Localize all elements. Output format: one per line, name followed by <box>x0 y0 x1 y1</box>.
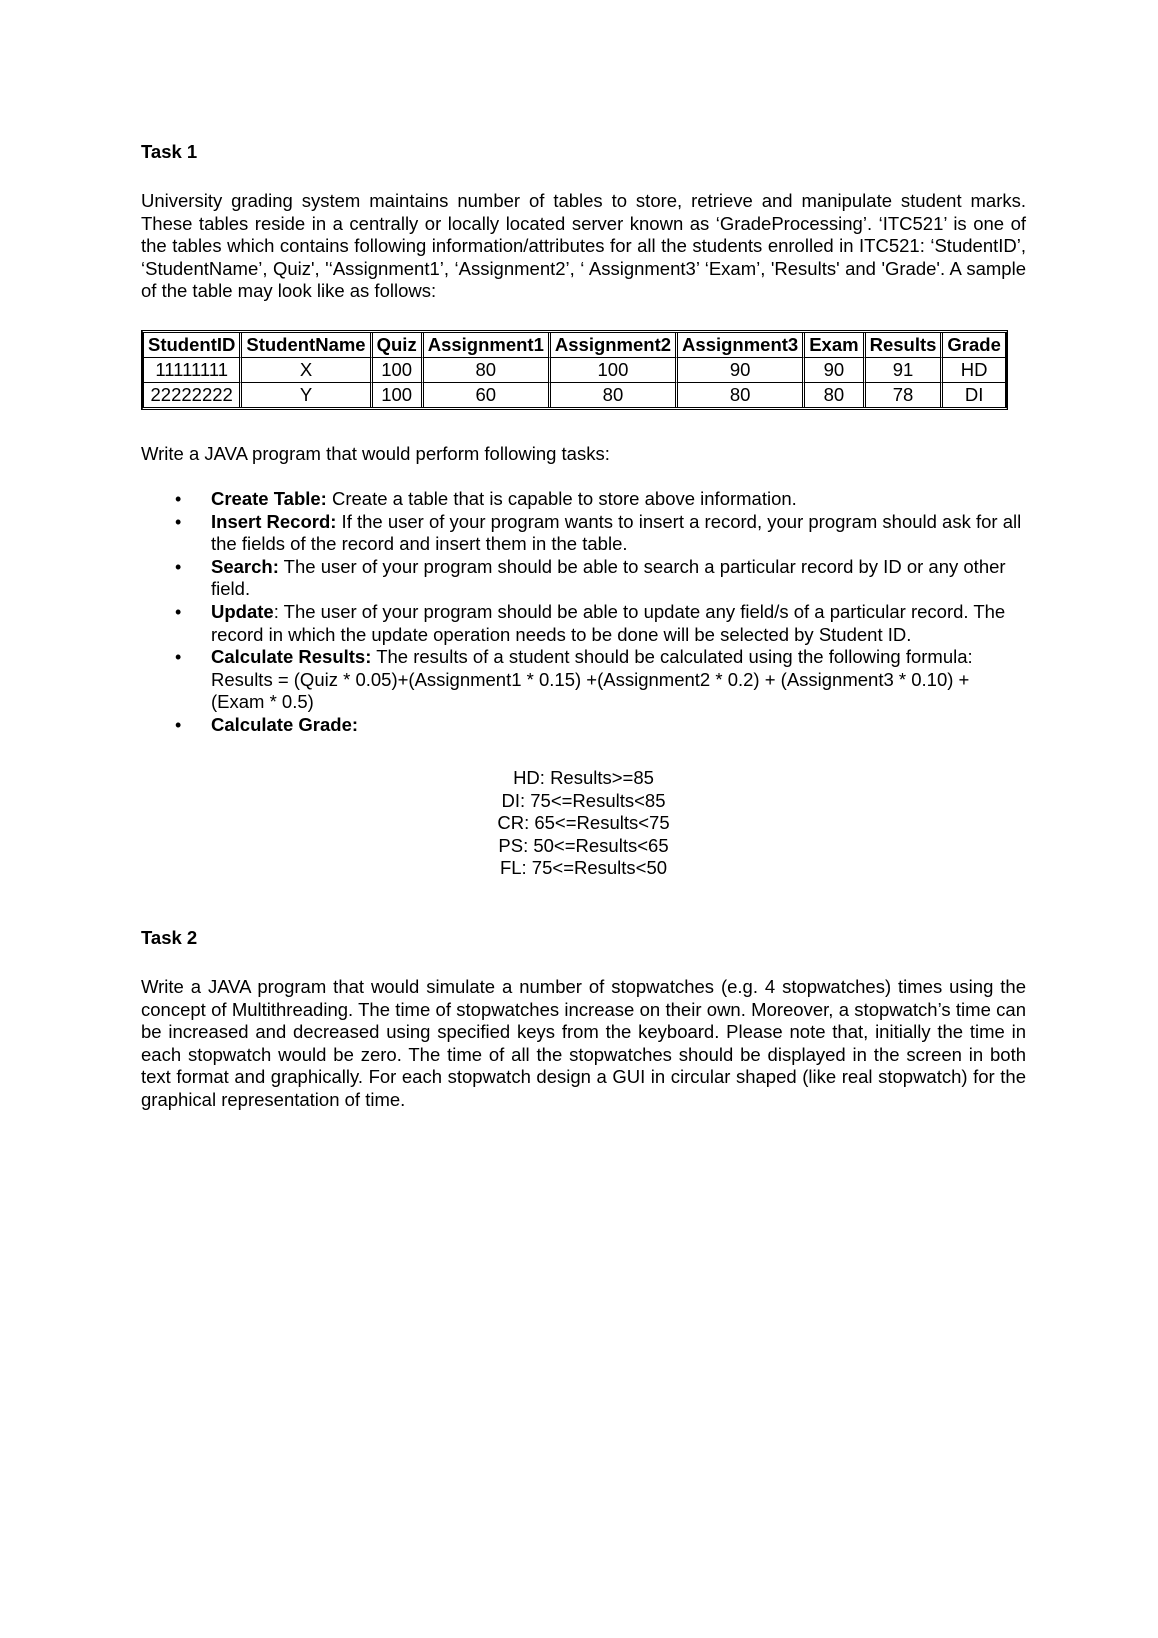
list-item <box>141 714 1026 737</box>
grade-rule: DI: 75<=Results<85 <box>501 789 666 811</box>
item-label: Create Table: <box>211 488 327 509</box>
table-cell: 60 <box>424 383 551 407</box>
table-cell: 100 <box>373 358 424 383</box>
col-header: StudentName <box>242 333 372 358</box>
item-label: Calculate Results: <box>211 646 372 668</box>
list-item <box>141 556 1026 601</box>
col-header: Exam <box>805 333 865 358</box>
table-cell: 80 <box>424 358 551 383</box>
task2-body: Write a JAVA program that would simulate a number of stopwatches (e.g. 4 stopwatches) times using the concept of Multithreading. The time of stopwatches increase on their own. Moreover, a stopwatch’s time can be increased and decreased using specified keys from the keyboard. Please note that, initially the time in each stopwatch would be zero. The time of all the stopwatches should be displayed in the screen in both text format and graphically. For each stopwatch design a GUI in circular shaped (like real stopwatch) for the graphical representation of time. <box>141 976 1026 1110</box>
grade-rule: CR: 65<=Results<75 <box>497 812 670 834</box>
grade-rules <box>141 767 1026 880</box>
table-header-row <box>144 333 1005 358</box>
table-cell: 91 <box>866 358 944 383</box>
grade-rule: HD: Results>=85 <box>513 767 654 788</box>
col-header: Assignment3 <box>678 333 805 358</box>
grade-rule: FL: 75<=Results<50 <box>499 857 668 879</box>
list-item <box>141 601 1026 646</box>
table-cell: 22222222 <box>144 383 242 407</box>
table-cell: 80 <box>678 383 805 407</box>
table-cell: 80 <box>805 383 865 407</box>
item-text: : The user of your program should be able to update any field/s of a particular record. The record in which the update operation needs to be done will be selected by Student ID. <box>211 600 1006 645</box>
item-label: Calculate Grade: <box>211 713 359 735</box>
item-label: Search: <box>211 555 279 577</box>
table-row <box>144 383 1005 407</box>
col-header: Quiz <box>373 333 424 358</box>
table-cell: 90 <box>678 358 805 383</box>
table-cell: X <box>242 358 372 383</box>
table-cell: 11111111 <box>144 358 242 383</box>
grade-rule: PS: 50<=Results<65 <box>498 834 669 856</box>
col-header: Assignment2 <box>551 333 678 358</box>
item-text: The user of your program should be able to search a particular record by ID or any other field. <box>211 555 1006 600</box>
item-label: Insert Record: <box>211 510 337 532</box>
item-text: Create a table that is capable to store above information. <box>326 488 797 509</box>
table-cell: DI <box>964 384 984 405</box>
col-header: Grade <box>943 333 1004 358</box>
table-cell: HD <box>943 358 1004 383</box>
task2-heading: Task 2 <box>141 927 198 948</box>
task1-instruction: Write a JAVA program that would perform following tasks: <box>141 443 610 464</box>
task-list <box>141 488 1026 737</box>
table-cell: 80 <box>551 383 678 407</box>
list-item <box>141 488 1026 511</box>
task1-heading: Task 1 <box>141 141 198 162</box>
sample-table <box>141 330 1008 410</box>
item-text: The results of a student should be calculated using the following formula: Results = (Quiz * 0.05)+(Assignment1 * 0.15) +(Assignment2 * 0.2) + (Assignment3 * 0.10) + (Exam * 0.5) <box>211 646 973 713</box>
table-cell: 100 <box>373 383 424 407</box>
list-item <box>141 646 1026 714</box>
list-item <box>141 511 1026 556</box>
col-header: Assignment1 <box>424 333 551 358</box>
item-text: If the user of your program wants to insert a record, your program should ask for all the fields of the record and insert them in the table. <box>211 510 1022 555</box>
item-label: Update <box>211 600 274 622</box>
col-header: Results <box>866 333 944 358</box>
table-row <box>144 358 1005 383</box>
table-cell: 100 <box>551 358 678 383</box>
task1-intro: University grading system maintains number of tables to store, retrieve and manipulate student marks. These tables reside in a centrally or locally located server known as ‘GradeProcessing’. ‘ITC521’ is one of the tables which contains following information/attributes for all the students enrolled in ITC521: ‘StudentID’, ‘StudentName’, Quiz', '‘Assignment1’, ‘Assignment2’, ‘ Assignment3’ ‘Exam’, 'Results' and 'Grade'. A sample of the table may look like as follows: <box>141 190 1026 302</box>
table-cell: 78 <box>866 383 944 407</box>
table-cell: Y <box>242 383 372 407</box>
table-cell: 90 <box>805 358 865 383</box>
col-header: StudentID <box>144 333 242 358</box>
